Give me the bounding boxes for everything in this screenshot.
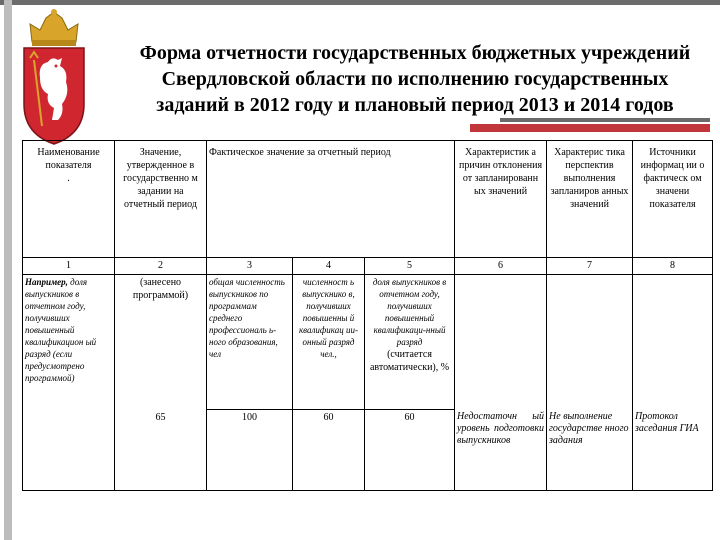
value-info-source: Протокол заседания ГИА bbox=[633, 410, 713, 491]
example-deviation-empty bbox=[455, 275, 547, 410]
column-number: 1 bbox=[23, 258, 115, 275]
column-number: 8 bbox=[633, 258, 713, 275]
sverdlovsk-coat-of-arms-icon bbox=[18, 8, 90, 148]
accent-line-red bbox=[470, 124, 710, 132]
left-border-bar bbox=[4, 0, 12, 540]
header-info-sources: Источники информац ии о фактическ ом значени показателя bbox=[633, 141, 713, 258]
title-line-2: Свердловской области по исполнению государственных bbox=[161, 68, 669, 90]
example-approved: (занесено программой) bbox=[115, 275, 207, 410]
table-header-row bbox=[23, 141, 713, 258]
page-title bbox=[115, 40, 715, 118]
title-line-1: Форма отчетности государственных бюджетных учреждений bbox=[139, 42, 691, 64]
value-total-graduates: 100 bbox=[207, 410, 293, 491]
value-approved: 65 bbox=[115, 410, 207, 491]
top-border-bar bbox=[0, 0, 720, 5]
header-indicator-name: Наименование показателя . bbox=[23, 141, 115, 258]
table-row-example bbox=[23, 275, 713, 410]
title-line-3: заданий в 2012 году и плановый период 2013 и 2014 годов bbox=[156, 94, 674, 116]
column-number: 3 bbox=[207, 258, 293, 275]
value-deviation-reason: Недостаточн ый уровень подготовки выпускников bbox=[455, 410, 547, 491]
header-approved-value: Значение, утвержденное в государственно м задании на отчетный период bbox=[115, 141, 207, 258]
example-indicator: Например, доля выпускников в отчетном году, получивших повышенный квалификацион ый разряд (если предусмотрено программой) bbox=[23, 275, 115, 410]
header-deviation-reasons: Характеристик а причин отклонения от запланированн ых значений bbox=[455, 141, 547, 258]
example-prospects-empty bbox=[547, 275, 633, 410]
column-number: 7 bbox=[547, 258, 633, 275]
column-numbers-row bbox=[23, 258, 713, 275]
example-source-empty bbox=[633, 275, 713, 410]
column-number: 6 bbox=[455, 258, 547, 275]
values-indicator-empty bbox=[23, 410, 115, 491]
header-actual-value: Фактическое значение за отчетный период bbox=[207, 141, 455, 258]
header-prospects: Характерис тика перспектив выполнения запланиров анных значений bbox=[547, 141, 633, 258]
report-form-table bbox=[22, 140, 713, 491]
column-number: 5 bbox=[365, 258, 455, 275]
column-number: 4 bbox=[293, 258, 365, 275]
value-graduates-qualified: 60 bbox=[293, 410, 365, 491]
column-number: 2 bbox=[115, 258, 207, 275]
value-prospects: Не выполнение государстве нного задания bbox=[547, 410, 633, 491]
table-row-values bbox=[23, 410, 713, 491]
example-graduates-qualified: численност ь выпускнико в, получивших повышенны й квалификац ии-онный разряд чел., bbox=[293, 275, 365, 410]
accent-line-dark bbox=[500, 118, 710, 122]
value-share: 60 bbox=[365, 410, 455, 491]
example-share: доля выпускников в отчетном году, получивших повышенный квалификаци-нный разряд (считается автоматически), % bbox=[365, 275, 455, 410]
example-total-graduates: общая численность выпускников по программам среднего профессиональ ь-ного образования, чел bbox=[207, 275, 293, 410]
